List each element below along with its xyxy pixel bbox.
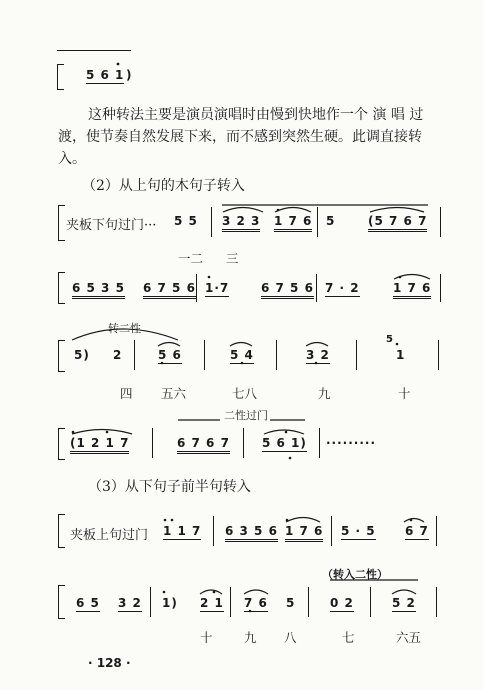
s2-row1-label: 夹板下句过门··· <box>66 218 157 233</box>
s3-row1-m1: 1 1 7 <box>163 524 202 538</box>
s3-row2-lyric-2: 九 <box>244 630 257 645</box>
s2-row1-m2b: 1 7 6 <box>274 214 312 232</box>
s2-row4-annotation: 二性过门 <box>224 409 268 422</box>
s2-row3-m5a: 5 <box>386 334 394 345</box>
s3-row2-m5: 5 2 <box>392 596 416 610</box>
s2-row3-m4: 3 2 <box>306 348 330 362</box>
s2-row4-m2: 6 7 6 7 <box>177 436 230 454</box>
s3-row2-m3b: 5 <box>286 596 296 610</box>
s2-row3-m1b: 2 <box>113 348 123 362</box>
paragraph-line-1: 这种转法主要是演员演唱时由慢到快地作一个 演 唱 过 <box>88 107 424 123</box>
top-notes: 5 6 1 <box>86 68 125 82</box>
s2-row3-lyric-4: 九 <box>318 386 331 401</box>
s3-row2-lyric-1: 十 <box>200 630 213 645</box>
s3-row2-lyric-4: 七 <box>342 630 355 645</box>
s3-row2-lyric-3: 八 <box>284 630 297 645</box>
s2-row2-m2a: 1·7 <box>205 281 230 295</box>
s3-row2-annotation: （转入二性） <box>322 568 388 581</box>
paragraph-line-2: 渡，使节奏自然发展下来，而不感到突然生硬。此调直接转 <box>58 129 422 145</box>
section-2-heading: （2）从上句的木句子转入 <box>82 178 245 194</box>
s3-row1-m2a: 6 3 5 6 <box>225 524 278 542</box>
s2-row3-m1: 5) <box>74 348 90 362</box>
s2-row1-lyric-1: 一二 <box>178 251 204 266</box>
s2-row3-lyric-1: 四 <box>120 386 133 401</box>
s2-row2-m4: 1 7 6 <box>393 281 431 299</box>
s2-row2-m3: 7 · 2 <box>325 281 360 295</box>
s3-row2-m3: 7 6 <box>244 596 268 610</box>
top-close-paren: ) <box>126 68 133 82</box>
s2-row2-m1a: 6 5 3 5 <box>72 281 125 299</box>
s2-row3-lyric-2: 五六 <box>161 386 187 401</box>
s2-row1-m4: (5 7 6 7 <box>368 214 427 232</box>
s3-row1-m2b: 1 7 6 <box>285 524 323 542</box>
page-number: · 128 · <box>88 656 131 670</box>
s3-row2-lyric-5: 六五 <box>396 630 422 645</box>
s2-row1-m2a: 3 2 3 <box>222 214 260 232</box>
s3-row2-m2: 1) <box>162 596 178 610</box>
s3-row2-m1b: 3 2 <box>118 596 142 610</box>
s2-row4-dots: ········· <box>326 436 377 450</box>
s3-row2-m1a: 6 5 <box>76 596 100 610</box>
section-3-heading: （3）从下句子前半句转入 <box>88 479 251 495</box>
s3-row1-label: 夹板上句过门 <box>70 528 149 543</box>
s2-row3-m3: 5 4 <box>230 348 254 362</box>
s2-row1-m3: 5 <box>326 214 336 228</box>
paragraph-line-3: 入。 <box>58 151 86 167</box>
s2-row2-m2b: 6 7 5 6 <box>261 281 314 299</box>
s2-row1-m1: 5 5 <box>174 214 198 228</box>
s3-row2-m2b: 2 1 <box>200 596 224 610</box>
s3-row1-m3b: 6 7 <box>405 524 429 538</box>
s3-row1-m3: 5 · 5 <box>341 524 376 538</box>
s2-row3-lyric-5: 十 <box>398 386 411 401</box>
s2-row3-m5b: 1 <box>396 348 406 362</box>
s2-row3-lyric-3: 七八 <box>232 386 258 401</box>
s2-row2-m1b: 6 7 5 6 <box>143 281 196 299</box>
s2-row3-annotation: 转二性 <box>108 322 141 335</box>
s2-row4-m3: 5 6 1) <box>262 436 307 450</box>
s3-row2-m4: 0 2 <box>330 596 354 610</box>
s2-row4-m1: (1 2 1 7 <box>70 436 129 454</box>
s2-row3-m2: 5 6 <box>158 348 182 362</box>
s2-row1-lyric-2: 三 <box>226 251 239 266</box>
